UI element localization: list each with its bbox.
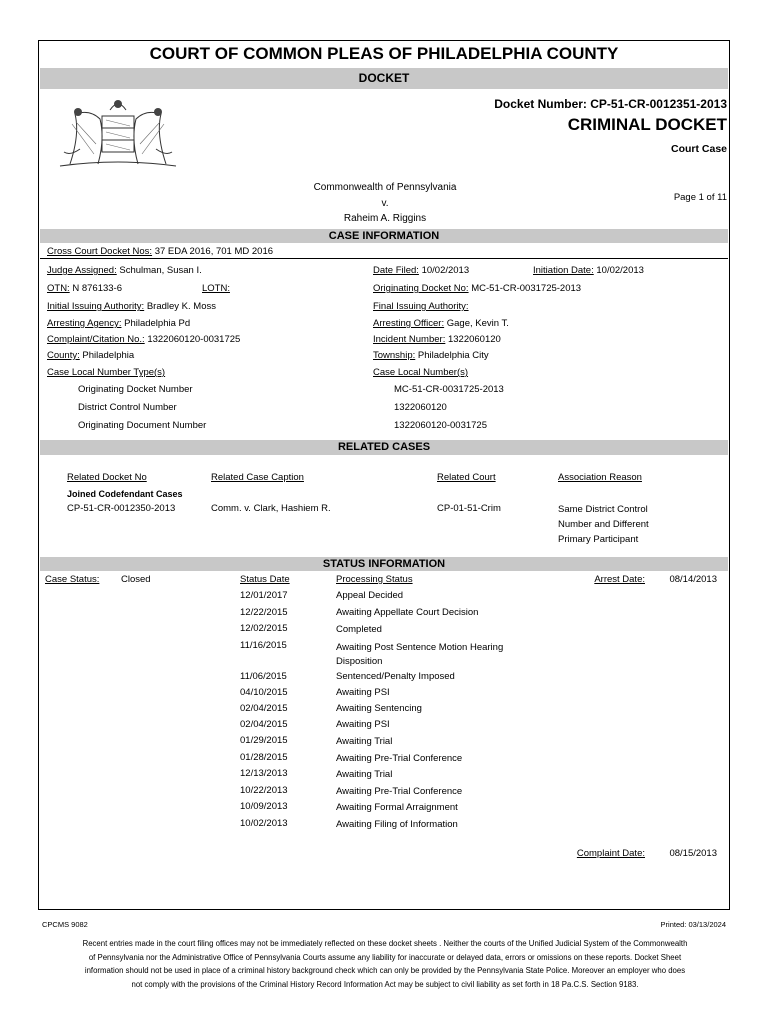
status-text: Awaiting Sentencing (336, 703, 422, 714)
related-col-docket: Related Docket No (67, 472, 147, 483)
status-text: Awaiting Post Sentence Motion Hearing (336, 642, 504, 653)
arresting-agency-row (47, 318, 190, 329)
complaint-date-label: Complaint Date: (576, 848, 645, 859)
judge-row (47, 265, 202, 276)
docket-band: DOCKET (40, 68, 728, 89)
related-col-caption: Related Case Caption (211, 472, 304, 483)
incident-row (373, 334, 501, 345)
status-date: 12/01/2017 (240, 590, 288, 601)
status-date: 10/02/2013 (240, 818, 288, 829)
local-number: MC-51-CR-0031725-2013 (394, 384, 504, 395)
otn-row (47, 283, 122, 294)
case-status-label: Case Status: (45, 574, 100, 585)
status-date: 02/04/2015 (240, 719, 288, 730)
status-date: 11/06/2015 (240, 671, 287, 682)
status-text: Awaiting PSI (336, 687, 390, 698)
status-date: 10/09/2013 (240, 801, 288, 812)
complaint-value: 1322060120-0031725 (147, 334, 241, 345)
status-col-date: Status Date (240, 574, 290, 585)
arrest-date-label: Arrest Date: (594, 574, 645, 585)
status-date: 11/16/2015 (240, 640, 287, 651)
status-date: 04/10/2015 (240, 687, 288, 698)
township-label: Township: (373, 350, 416, 361)
initial-authority-row (47, 301, 216, 312)
incident-label: Incident Number: (373, 334, 446, 345)
local-types-label: Case Local Number Type(s) (47, 367, 166, 378)
initiation-row (533, 265, 644, 276)
date-filed-label: Date Filed: (373, 265, 419, 276)
complaint-row (47, 334, 240, 345)
county-label: County: (47, 350, 80, 361)
cross-court-row (47, 246, 273, 257)
date-filed-value: 10/02/2013 (421, 265, 470, 276)
page-number: Page 1 of 11 (673, 192, 727, 203)
status-text: Awaiting Appellate Court Decision (336, 607, 479, 618)
status-date: 12/02/2015 (240, 623, 288, 634)
status-date: 12/22/2015 (240, 607, 288, 618)
township-value: Philadelphia City (417, 350, 489, 361)
case-information-band: CASE INFORMATION (40, 229, 728, 243)
township-row (373, 350, 489, 361)
docket-number: Docket Number: CP-51-CR-0012351-2013 (494, 97, 727, 111)
orig-docket-value: MC-51-CR-0031725-2013 (471, 283, 582, 294)
status-date: 01/29/2015 (240, 735, 288, 746)
status-date: 12/13/2013 (240, 768, 288, 779)
printed-date: Printed: 03/13/2024 (660, 920, 726, 929)
related-reason: Same District Control (558, 504, 648, 515)
initial-authority-value: Bradley K. Moss (146, 301, 216, 312)
complaint-date-value: 08/15/2013 (669, 848, 717, 859)
divider (40, 258, 728, 259)
related-caption: Comm. v. Clark, Hashiem R. (211, 503, 331, 514)
form-id: CPCMS 9082 (42, 920, 88, 929)
lotn-label: LOTN: (202, 283, 230, 294)
otn-value: N 876133-6 (72, 283, 122, 294)
local-number: 1322060120 (394, 402, 447, 413)
status-text: Awaiting Formal Arraignment (336, 802, 458, 813)
local-type: Originating Docket Number (78, 384, 193, 395)
arresting-officer-row (373, 318, 509, 329)
caption-line-1: Commonwealth of Pennsylvania (313, 182, 457, 193)
initial-authority-label: Initial Issuing Authority: (47, 301, 145, 312)
cross-court-label: Cross Court Docket Nos: (47, 246, 153, 257)
status-text: Awaiting Trial (336, 736, 393, 747)
county-row (47, 350, 134, 361)
related-cases-band: RELATED CASES (40, 440, 728, 455)
final-authority-label: Final Issuing Authority: (373, 301, 469, 312)
arresting-officer-label: Arresting Officer: (373, 318, 445, 329)
caption-line-3: Raheim A. Riggins (343, 213, 427, 224)
initiation-value: 10/02/2013 (596, 265, 644, 276)
status-date: 10/22/2013 (240, 785, 288, 796)
status-text: Awaiting Pre-Trial Conference (336, 786, 463, 797)
status-date: 02/04/2015 (240, 703, 288, 714)
status-date: 01/28/2015 (240, 752, 288, 763)
local-type: Originating Document Number (78, 420, 207, 431)
case-kind: Court Case (670, 143, 727, 155)
docket-type: CRIMINAL DOCKET (567, 115, 727, 134)
local-number: 1322060120-0031725 (394, 420, 487, 431)
caption-line-2: v. (381, 198, 389, 209)
county-value: Philadelphia (82, 350, 135, 361)
arresting-officer-value: Gage, Kevin T. (446, 318, 509, 329)
arresting-agency-value: Philadelphia Pd (124, 318, 191, 329)
cross-court-value: 37 EDA 2016, 701 MD 2016 (154, 246, 274, 257)
status-text: Awaiting Pre-Trial Conference (336, 753, 463, 764)
status-text: Sentenced/Penalty Imposed (336, 671, 455, 682)
orig-docket-label: Originating Docket No: (373, 283, 469, 294)
status-text-continued: Disposition (336, 656, 383, 667)
initiation-label: Initiation Date: (533, 265, 594, 276)
status-information-band: STATUS INFORMATION (40, 557, 728, 571)
related-reason: Primary Participant (558, 534, 639, 545)
judge-value: Schulman, Susan I. (119, 265, 202, 276)
status-text: Appeal Decided (336, 590, 404, 601)
court-title: COURT OF COMMON PLEAS OF PHILADELPHIA COUNTY (149, 44, 619, 63)
pennsylvania-seal-icon (50, 94, 186, 172)
complaint-label: Complaint/Citation No.: (47, 334, 145, 345)
otn-label: OTN: (47, 283, 70, 294)
judge-label: Judge Assigned: (47, 265, 117, 276)
local-numbers-label: Case Local Number(s) (373, 367, 469, 378)
related-reason: Number and Different (558, 519, 649, 530)
status-text: Awaiting Trial (336, 769, 393, 780)
related-court: CP-01-51-Crim (437, 503, 501, 514)
status-col-processing: Processing Status (336, 574, 413, 585)
related-docket: CP-51-CR-0012350-2013 (67, 503, 176, 514)
local-type: District Control Number (78, 402, 177, 413)
date-filed-row (373, 265, 469, 276)
status-text: Awaiting Filing of Information (336, 819, 458, 830)
status-text: Awaiting PSI (336, 719, 390, 730)
related-group-label: Joined Codefendant Cases (67, 489, 183, 499)
related-col-reason: Association Reason (558, 472, 642, 483)
disclaimer: Recent entries made in the court filing offices may not be immediately reflected on these docket sheets . Neither the courts of the Unified Judicial System of the Commonwealth of Pennsylvania nor the Administrative Office of Pennsylvania Courts assume any liability for inaccurate or delayed data, errors or omissions on these reports. Docket Sheet information should not be used in place of a criminal history background check which can only be provided by the Pennsylvania State Police. Moreover an employer who does not comply with the provisions of the Criminal History Record Information Act may be subject to civil liability as set forth in 18 Pa.C.S. Section 9183. (82, 939, 688, 989)
incident-value: 1322060120 (447, 334, 501, 345)
related-col-court: Related Court (437, 472, 496, 483)
arresting-agency-label: Arresting Agency: (47, 318, 122, 329)
status-text: Completed (336, 624, 382, 635)
orig-docket-row (373, 283, 581, 294)
arrest-date-value: 08/14/2013 (669, 574, 717, 585)
case-status-value: Closed (121, 574, 151, 585)
